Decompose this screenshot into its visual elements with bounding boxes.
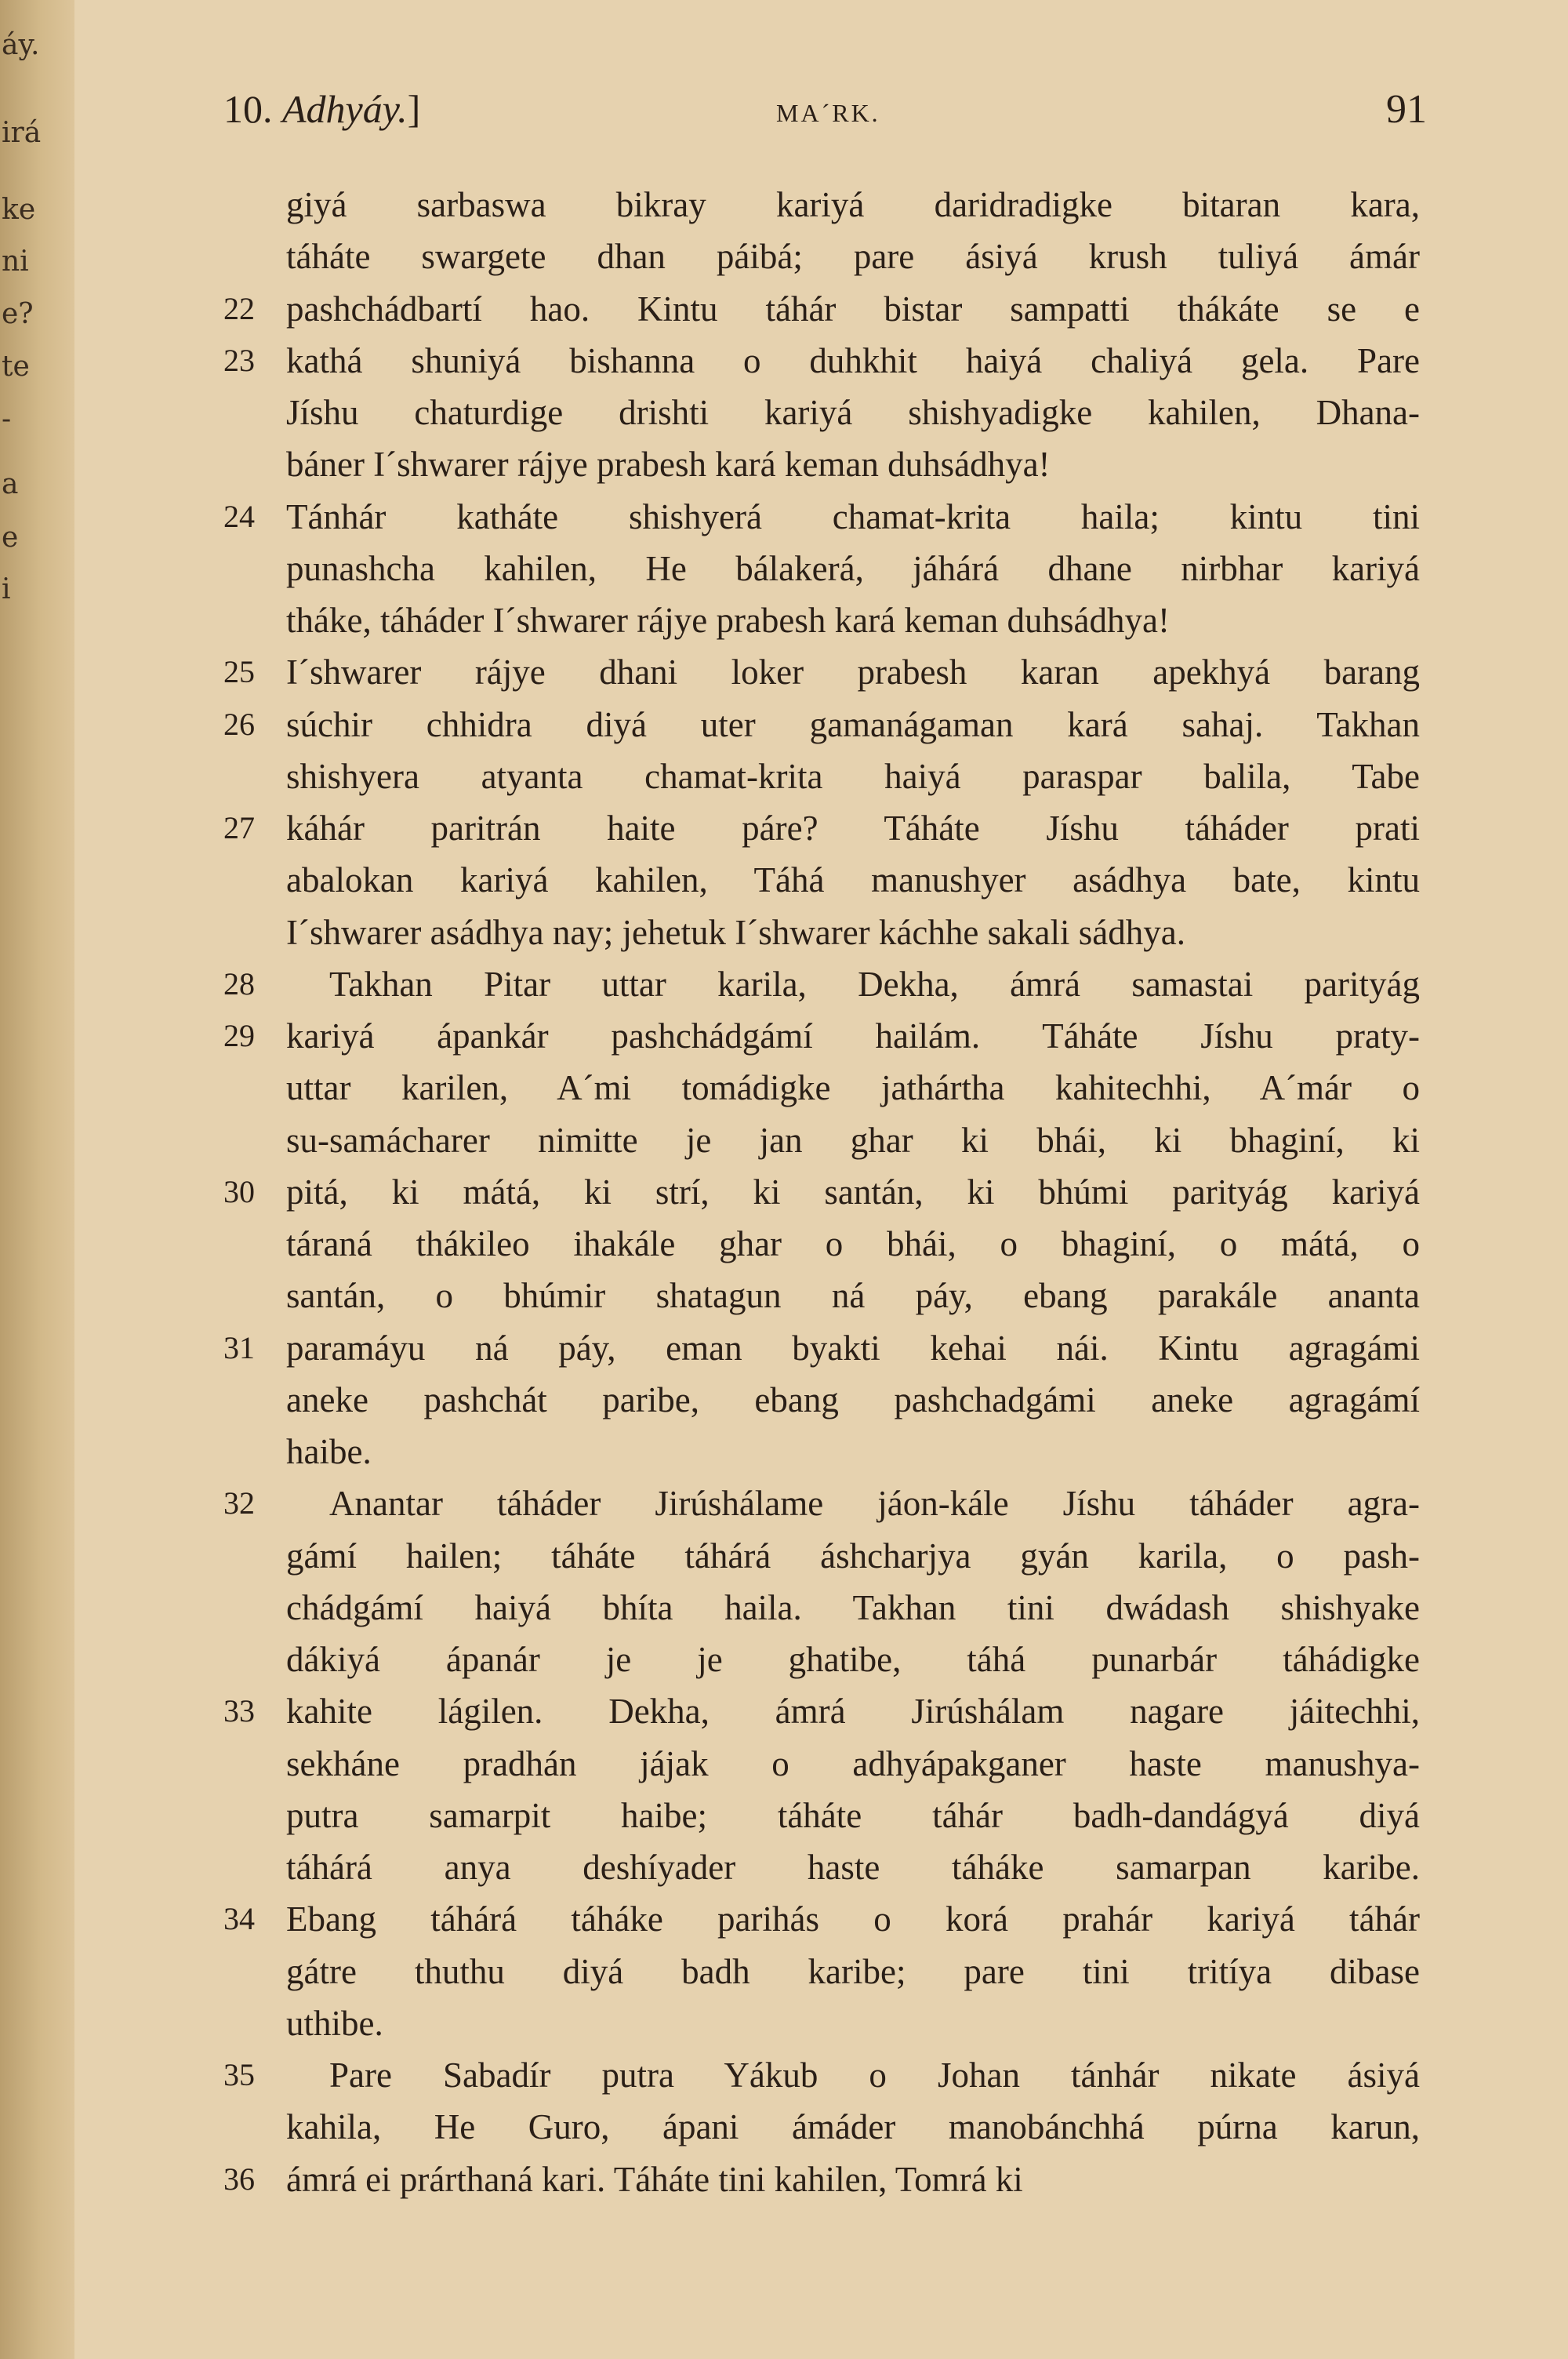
text-line: Jíshu chaturdige drishti kariyá shishyadigke kahilen, Dhana- <box>286 393 1420 432</box>
text-line: pitá, ki mátá, ki strí, ki santán, ki bhúmi parityág kariyá <box>286 1172 1420 1212</box>
text-line: shishyera atyanta chamat-krita haiyá paraspar balila, Tabe <box>286 756 1420 796</box>
text-line: Tánhár katháte shishyerá chamat-krita haila; kintu tini <box>286 496 1420 536</box>
verse-number: 34 <box>223 1901 255 1937</box>
verse-number: 33 <box>223 1693 255 1729</box>
page-number: 91 <box>1386 87 1427 132</box>
text-line: tháke, táháder I´shwarer rájye prabesh kará keman duhsádhya! <box>286 601 1170 640</box>
text-line: súchir chhidra diyá uter gamanágaman kará sahaj. Takhan <box>286 704 1420 744</box>
verse-number: 25 <box>223 654 255 690</box>
text-line: abalokan kariyá kahilen, Táhá manushyer asádhya bate, kintu <box>286 860 1420 900</box>
prev-page-fragment: e <box>2 522 19 554</box>
text-line: su-samácharer nimitte je jan ghar ki bhái, ki bhaginí, ki <box>286 1120 1420 1160</box>
running-header <box>223 86 1427 141</box>
text-line: dákiyá ápanár je je ghatibe, táhá punarbár táhádigke <box>286 1640 1420 1679</box>
header-bracket: ] <box>407 87 421 131</box>
text-line: táhárá anya deshíyader haste táháke samarpan karibe. <box>286 1848 1420 1887</box>
verse-number: 31 <box>223 1329 255 1365</box>
body-text <box>286 179 1420 2205</box>
text-line: sekháne pradhán jájak o adhyápakganer haste manushya- <box>286 1743 1420 1783</box>
text-line: I´shwarer rájye dhani loker prabesh karan apekhyá barang <box>286 652 1420 692</box>
text-line: táháte swargete dhan páibá; pare ásiyá krush tuliyá ámár <box>286 237 1420 277</box>
verse-number: 36 <box>223 2161 255 2197</box>
text-line: uttar karilen, A´mi tomádigke jathártha kahitechhi, A´már o <box>286 1068 1420 1108</box>
prev-page-fragment: e? <box>2 298 34 330</box>
text-line: kathá shuniyá bishanna o duhkhit haiyá chaliyá gela. Pare <box>286 340 1420 380</box>
verse-number: 29 <box>223 1018 255 1053</box>
prev-page-fragment: - <box>2 403 12 435</box>
verse-number: 22 <box>223 290 255 326</box>
text-line: uthibe. <box>286 2003 383 2043</box>
text-line: chádgámí haiyá bhíta haila. Takhan tini dwádash shishyake <box>286 1587 1420 1627</box>
chapter-number: 10. <box>223 87 273 131</box>
text-line: táraná thákileo ihakále ghar o bhái, o bhaginí, o mátá, o <box>286 1224 1420 1263</box>
text-line: Takhan Pitar uttar karila, Dekha, ámrá samastai parityág <box>329 964 1420 1004</box>
verse-number: 23 <box>223 342 255 378</box>
text-line: I´shwarer asádhya nay; jehetuk I´shwarer káchhe sakali sádhya. <box>286 912 1185 952</box>
text-line: putra samarpit haibe; táháte táhár badh-dandágyá diyá <box>286 1795 1420 1835</box>
text-line: santán, o bhúmir shatagun ná páy, ebang parakále ananta <box>286 1276 1420 1316</box>
text-line: pashchádbartí hao. Kintu táhár bistar sampatti thákáte se e <box>286 289 1420 329</box>
prev-page-fragment: áy. <box>2 29 40 61</box>
text-line: punashcha kahilen, He bálakerá, jáhárá dhane nirbhar kariyá <box>286 548 1420 588</box>
verse-number: 35 <box>223 2057 255 2092</box>
verse-number: 28 <box>223 965 255 1001</box>
book-title: MA´RK. <box>776 99 880 127</box>
text-line: paramáyu ná páy, eman byakti kehai nái. Kintu agragámi <box>286 1328 1420 1368</box>
text-line: báner I´shwarer rájye prabesh kará keman duhsádhya! <box>286 445 1051 485</box>
chapter-label <box>223 86 420 132</box>
text-line: giyá sarbaswa bikray kariyá daridradigke bitaran kara, <box>286 185 1420 224</box>
prev-page-fragment: ke <box>2 194 36 226</box>
verse-number: 30 <box>223 1173 255 1209</box>
prev-page-fragment: irá <box>2 117 42 149</box>
text-line: Anantar táháder Jirúshálame jáon-kále Jíshu táháder agra- <box>329 1484 1420 1524</box>
prev-page-fragment: a <box>2 468 19 500</box>
text-line: káhár paritrán haite páre? Táháte Jíshu táháder prati <box>286 809 1420 848</box>
text-line: Pare Sabadír putra Yákub o Johan tánhár nikate ásiyá <box>329 2055 1420 2095</box>
text-line: kahite lágilen. Dekha, ámrá Jirúshálam nagare jáitechhi, <box>286 1692 1420 1732</box>
verse-number: 32 <box>223 1485 255 1521</box>
text-line: aneke pashchát paribe, ebang pashchadgámi aneke agragámí <box>286 1379 1420 1419</box>
prev-page-fragment: ni <box>2 245 29 278</box>
text-line: gámí hailen; táháte táhárá áshcharjya gyán karila, o pash- <box>286 1536 1420 1576</box>
text-line: kariyá ápankár pashchádgámí hailám. Táháte Jíshu praty- <box>286 1016 1420 1056</box>
chapter-word: Adhyáy. <box>282 87 408 131</box>
text-line: kahila, He Guro, ápani ámáder manobánchhá púrna karun, <box>286 2107 1420 2147</box>
verse-number: 27 <box>223 810 255 845</box>
text-line: haibe. <box>286 1432 372 1471</box>
text-line: ámrá ei prárthaná kari. Táháte tini kahilen, Tomrá ki <box>286 2159 1023 2199</box>
text-line: Ebang táhárá táháke parihás o korá prahár kariyá táhár <box>286 1899 1420 1939</box>
verse-number: 26 <box>223 706 255 742</box>
prev-page-fragment: i <box>2 573 11 605</box>
text-line: gátre thuthu diyá badh karibe; pare tini tritíya dibase <box>286 1951 1420 1991</box>
verse-number: 24 <box>223 498 255 534</box>
prev-page-fragment: te <box>2 351 30 383</box>
